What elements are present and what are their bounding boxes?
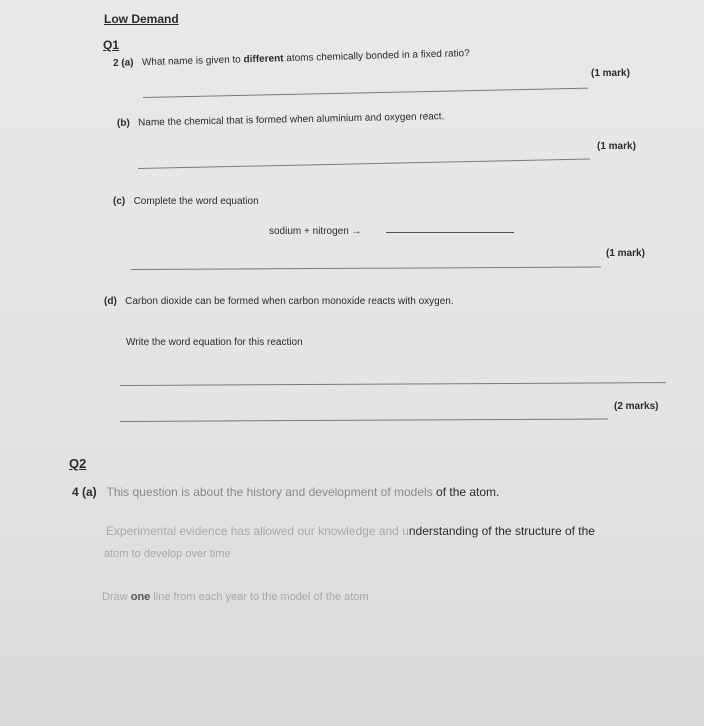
part-a-text-bold: different <box>243 53 284 66</box>
part-d-answer-line-2[interactable] <box>120 418 608 422</box>
q2-draw-b: line from each year to the model of the atom <box>150 591 369 603</box>
part-b-marks: (1 mark) <box>597 141 636 152</box>
part-d-question <box>104 296 454 307</box>
word-equation-blank[interactable] <box>386 232 514 233</box>
part-a-marks: (1 mark) <box>591 68 630 79</box>
q2-draw-bold: one <box>130 591 151 603</box>
part-b-text: Name the chemical that is formed when aluminium and oxygen react. <box>138 111 445 129</box>
q2-intro-b: of the atom. <box>432 485 500 499</box>
question-1-label: Q1 <box>103 38 120 52</box>
q2-evidence-line-1 <box>106 524 595 538</box>
part-b-number: (b) <box>116 117 130 129</box>
part-d-answer-line-1[interactable] <box>120 382 666 386</box>
part-a-question <box>113 48 470 69</box>
part-d-marks: (2 marks) <box>614 401 659 412</box>
q2-evidence-line-2: atom to develop over time <box>104 548 231 560</box>
q2-draw-instruction <box>102 591 369 603</box>
word-equation: sodium + nitrogen → <box>269 226 362 237</box>
part-a-text-after: atoms chemically bonded in a fixed ratio? <box>283 48 470 65</box>
part-d-instruction: Write the word equation for this reaction <box>126 337 303 348</box>
q2-intro-a: This question is about the history and development of models <box>106 485 433 499</box>
part-a-answer-line[interactable] <box>143 88 588 98</box>
part-c-question <box>113 196 259 207</box>
part-d-text: Carbon dioxide can be formed when carbon monoxide reacts with oxygen. <box>125 296 454 307</box>
part-c-marks: (1 mark) <box>606 248 645 259</box>
part-a-text-before: What name is given to <box>141 54 244 69</box>
part-c-answer-line[interactable] <box>131 267 601 270</box>
part-b-answer-line[interactable] <box>138 159 590 169</box>
question-2-label: Q2 <box>69 456 87 471</box>
q2-evidence-faint: Experimental evidence has allowed our knowledge and u <box>106 524 409 538</box>
q2-draw-a: Draw <box>102 591 131 603</box>
q2-number: 4 (a) <box>72 485 97 499</box>
q2-intro <box>72 485 499 499</box>
part-d-number: (d) <box>104 296 117 307</box>
part-c-number: (c) <box>113 196 126 207</box>
part-b-question <box>117 111 445 129</box>
part-a-number: 2 (a) <box>112 57 134 69</box>
page-title: Low Demand <box>104 12 179 26</box>
part-c-text: Complete the word equation <box>133 196 259 207</box>
q2-evidence-dark: nderstanding of the structure of the <box>408 524 595 538</box>
